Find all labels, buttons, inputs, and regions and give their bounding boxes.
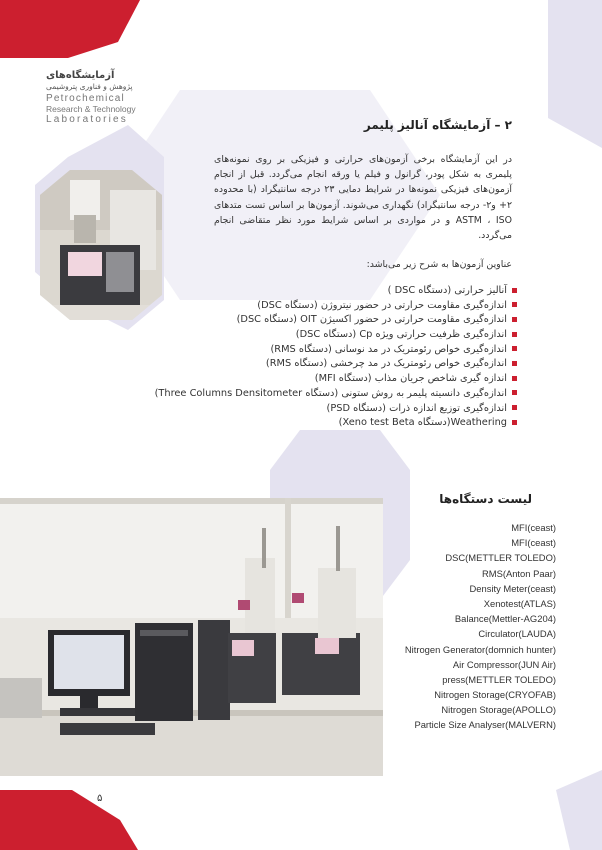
section-title: ۲ – آزمایشگاه آنالیز پلیمر [363,118,512,132]
list-item: Nitrogen Storage(APOLLO) [441,704,556,716]
test-label: اندازه‌گیری دانسیته پلیمر به روش ستونی (دستگاه Three Columns Densitometer) [154,387,507,399]
tests-intro: عناوین آزمون‌ها به شرح زیر می‌باشد: [366,259,512,270]
test-label: اندازه‌گیری مقاومت حرارتی در حضور نیتروژن (دستگاه DSC) [257,299,507,311]
page-number: ۵ [97,793,103,804]
test-label: اندازه گیری شاخص جریان مذاب (دستگاه MFI) [314,373,507,385]
test-label: اندازه‌گیری توزیع اندازه ذرات (دستگاه PSD) [326,402,507,414]
bullet-icon [512,376,517,381]
list-item [97,416,517,431]
lab-instruments-photo [0,498,383,776]
list-item: Air Compressor(JUN Air) [452,658,556,670]
bottom-right-lavender-shape [556,770,602,850]
devices-list [346,520,556,733]
test-label: اندازه‌گیری مقاومت حرارتی در حضور اکسیژن OIT (دستگاه DSC) [236,314,507,326]
list-item: MFI(ceast) [511,522,556,533]
list-item: Nitrogen Storage(CRYOFAB) [434,689,556,701]
list-item: Density Meter(ceast) [469,582,556,594]
section-paragraph: در این آزمایشگاه برخی آزمون‌های حرارتی و فیزیکی بر روی نمونه‌های پلیمری به شکل پودر، گرانول و فیلم یا ورقه انجام می‌گردد. قبل از انجام آزمون‌های فیزیکی نمونه‌ها در شرایط دمایی ۲۳ درجه سانتیگراد (با محدوده ۲+ و۲- درجه سانتیگراد) نگهداری می‌شوند. آزمون‌ها بر اساس تست متدهای ASTM ، ISO و در مواردی بر اساس شرایط مورد نظر متقاضی انجام می‌گردد. [214,154,512,242]
devices-title: لیست دستگاه‌ها [439,492,532,506]
top-right-lavender-shape [548,0,602,148]
list-item: Circulator(LAUDA) [478,628,556,640]
list-item: DSC(METTLER TOLEDO) [445,552,556,564]
bullet-icon [512,317,517,322]
bullet-icon [512,390,517,395]
logo-english-line1: Petrochemical [46,93,125,104]
laboratories-logo [46,70,146,125]
list-item [97,402,517,417]
tests-list [97,284,517,431]
logo-persian-line2: پژوهش و فناوری پتروشیمی [46,82,133,91]
list-item [97,387,517,402]
test-label: اندازه‌گیری ظرفیت حرارتی ویژه Cp (دستگاه DSC) [295,329,507,341]
list-item: Particle Size Analyser(MALVERN) [414,719,556,731]
logo-english-line3: Laboratories [46,114,128,125]
list-item [97,343,517,358]
list-item [97,372,517,387]
test-label: اندازه‌گیری خواص رئومتریک در مد چرخشی (دستگاه RMS) [265,358,507,370]
test-label: Weathering(دستگاه Xeno test Beta) [338,417,507,429]
list-item [97,299,517,314]
logo-english-line2: Research & Technology [46,104,136,114]
logo-persian-line1: آزمایشگاه‌های [46,70,115,81]
bullet-icon [512,332,517,337]
list-item: Xenotest(ATLAS) [483,597,556,609]
list-item [97,313,517,328]
bottom-left-red-corner [0,790,138,850]
list-item [97,328,517,343]
list-item [97,284,517,299]
list-item: Nitrogen Generator(domnich hunter) [404,643,556,655]
bullet-icon [512,405,517,410]
list-item: press(METTLER TOLEDO) [442,673,556,685]
list-item: Balance(Mettler-AG204) [454,613,556,625]
bullet-icon [512,288,517,293]
test-label: اندازه‌گیری خواص رئومتریک در مد نوسانی (دستگاه RMS) [270,343,507,355]
bullet-icon [512,420,517,425]
list-item: MFI(ceast) [511,537,556,549]
list-item [97,357,517,372]
bullet-icon [512,346,517,351]
bullet-icon [512,361,517,366]
bullet-icon [512,302,517,307]
list-item: RMS(Anton Paar) [482,567,556,579]
test-label: آنالیز حرارتی (دستگاه DSC ) [387,285,507,296]
top-left-red-corner [0,0,140,58]
